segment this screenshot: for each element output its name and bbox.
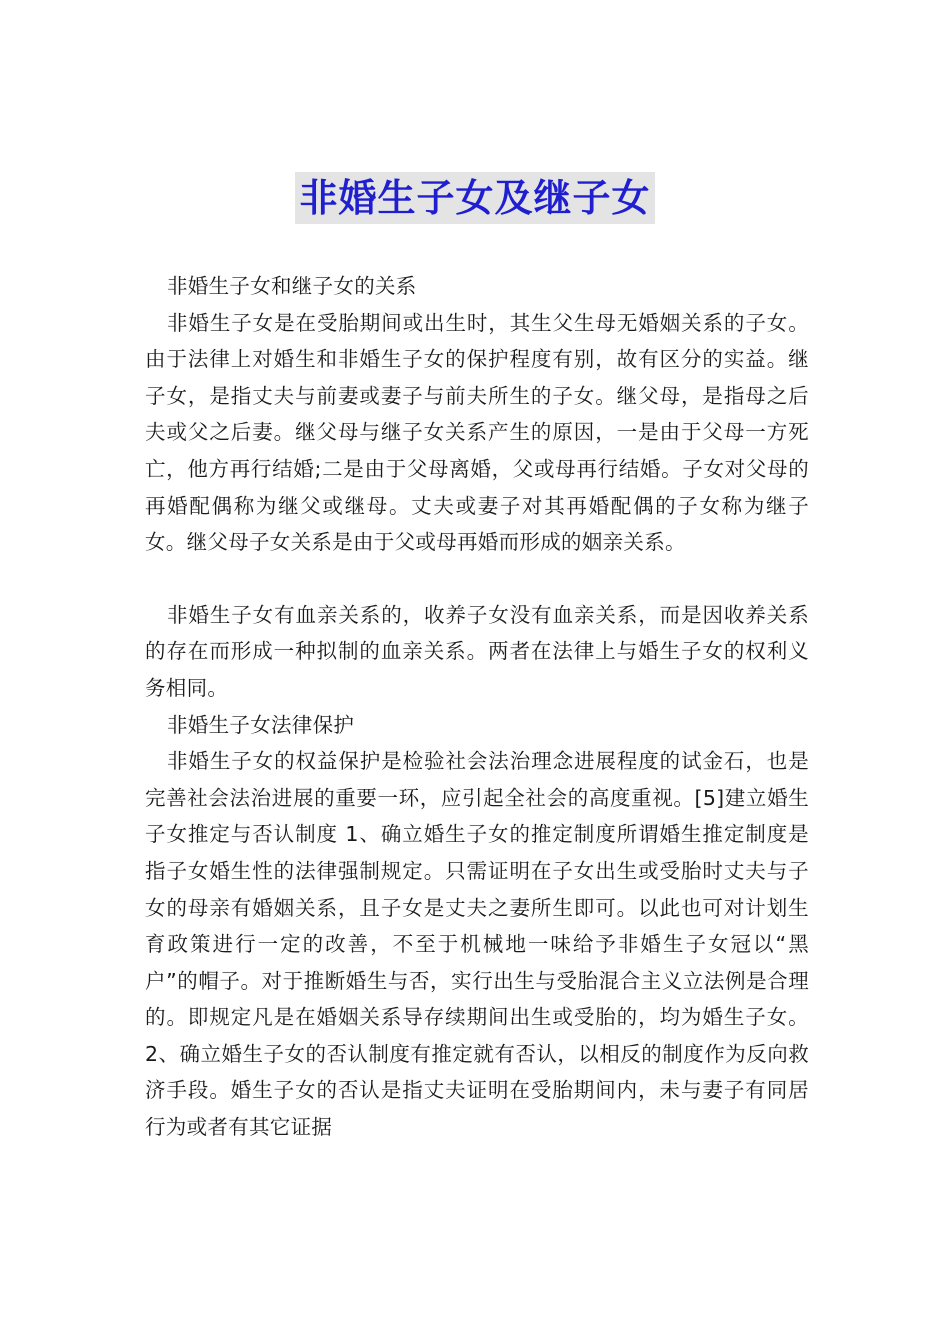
paragraph-definition: 非婚生子女是在受胎期间或出生时，其生父生母无婚姻关系的子女。由于法律上对婚生和非婚生子女的保护程度有别，故有区分的实益。继子女，是指丈夫与前妻或妻子与前夫所生的子女。继父母，是指母之后夫或父之后妻。继父母与继子女关系产生的原因，一是由于父母一方死亡，他方再行结婚;二是由于父母离婚，父或母再行结婚。子女对父母的再婚配偶称为继父或继母。丈夫或妻子对其再婚配偶的子女称为继子女。继父母子女关系是由于父或母再婚而形成的姻亲关系。 — [145, 310, 809, 555]
paragraph-spacer — [145, 561, 809, 597]
paragraph-legal-protection: 非婚生子女的权益保护是检验社会法治理念进展程度的试金石，也是完善社会法治进展的重要一环，应引起全社会的高度重视。[5]建立婚生子女推定与否认制度 1、确立婚生子女的推定制度所谓婚生推定制度是指子女婚生性的法律强制规定。只需证明在子女出生或受胎时丈夫与子女的母亲有婚姻关系，且子女是丈夫之妻所生即可。以此也可对计划生育政策进行一定的改善，不至于机械地一味给予非婚生子女冠以“黑户”的帽子。对于推断婚生与否，实行出生与受胎混合主义立法例是合理的。即规定凡是在婚姻关系导存续期间出生或受胎的，均为婚生子女。2、确立婚生子女的否认制度有推定就有否认，以相反的制度作为反向救济手段。婚生子女的否认是指丈夫证明在受胎期间内，未与妻子有同居行为或者有其它证据 — [145, 749, 809, 1140]
document-title: 非婚生子女及继子女 — [295, 172, 654, 224]
title-container — [0, 172, 950, 224]
document-body — [145, 268, 809, 1146]
section-heading-relationship: 非婚生子女和继子女的关系 — [167, 274, 417, 298]
section-heading-legal-protection: 非婚生子女法律保护 — [167, 712, 355, 737]
paragraph-blood-relation: 非婚生子女有血亲关系的，收养子女没有血亲关系，而是因收养关系的存在而形成一种拟制的血亲关系。两者在法律上与婚生子女的权利义务相同。 — [145, 602, 809, 700]
